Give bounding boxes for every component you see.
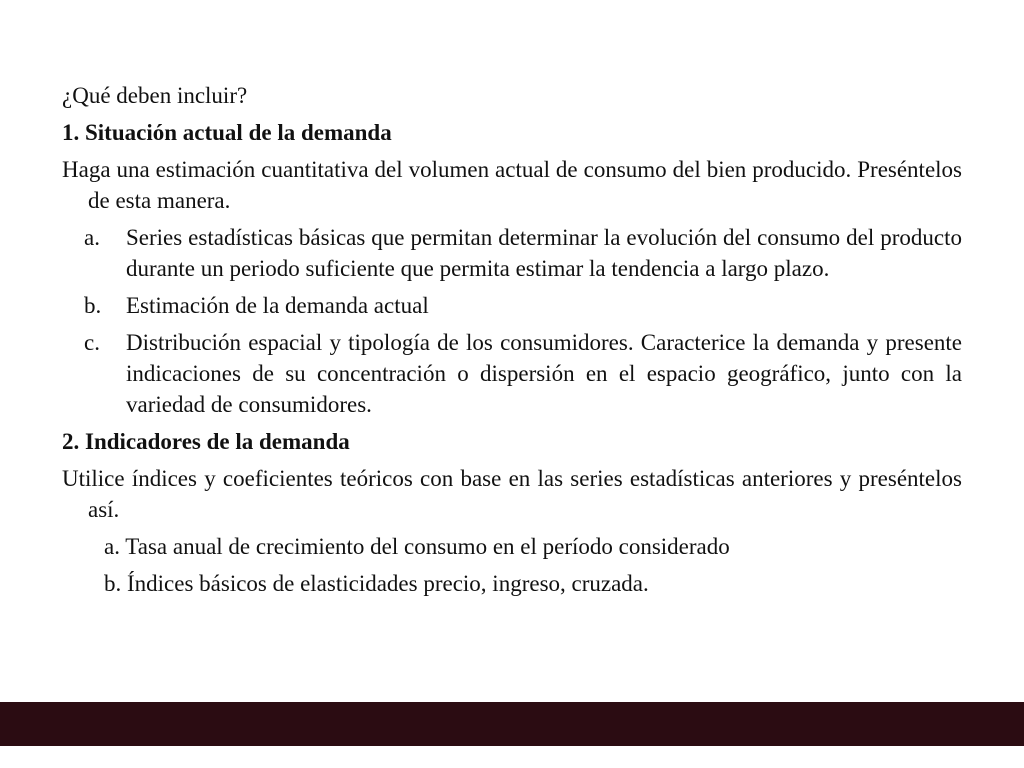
section2-title: 2. Indicadores de la demanda [62, 429, 350, 454]
slide-content [62, 80, 962, 599]
section2-item-a: a. Tasa anual de crecimiento del consumo en el período considerado [104, 534, 730, 559]
section1-item-c [84, 327, 962, 420]
item-text: Series estadísticas básicas que permitan determinar la evolución del consumo del producto durante un periodo suficiente que permita estimar la tendencia a largo plazo. [126, 225, 962, 281]
footer-bar [0, 702, 1024, 746]
section1-item-b [84, 290, 962, 321]
question-heading: ¿Qué deben incluir? [62, 83, 248, 108]
item-label: c. [84, 330, 100, 355]
section1-title: 1. Situación actual de la demanda [62, 120, 392, 145]
section2-intro: Utilice índices y coeficientes teóricos con base en las series estadísticas anteriores y preséntelos así. [62, 466, 962, 522]
item-label: a. [84, 225, 100, 250]
item-text: Distribución espacial y tipología de los consumidores. Caracterice la demanda y presente indicaciones de su concentración o dispersión en el espacio geográfico, junto con la variedad de consumidores. [126, 330, 962, 417]
item-label: b. [84, 293, 102, 318]
section1-intro: Haga una estimación cuantitativa del volumen actual de consumo del bien producido. Preséntelos de esta manera. [62, 157, 962, 213]
section1-item-a [84, 222, 962, 284]
item-text: Estimación de la demanda actual [126, 293, 429, 318]
section2-item-b: b. Índices básicos de elasticidades precio, ingreso, cruzada. [104, 571, 649, 596]
